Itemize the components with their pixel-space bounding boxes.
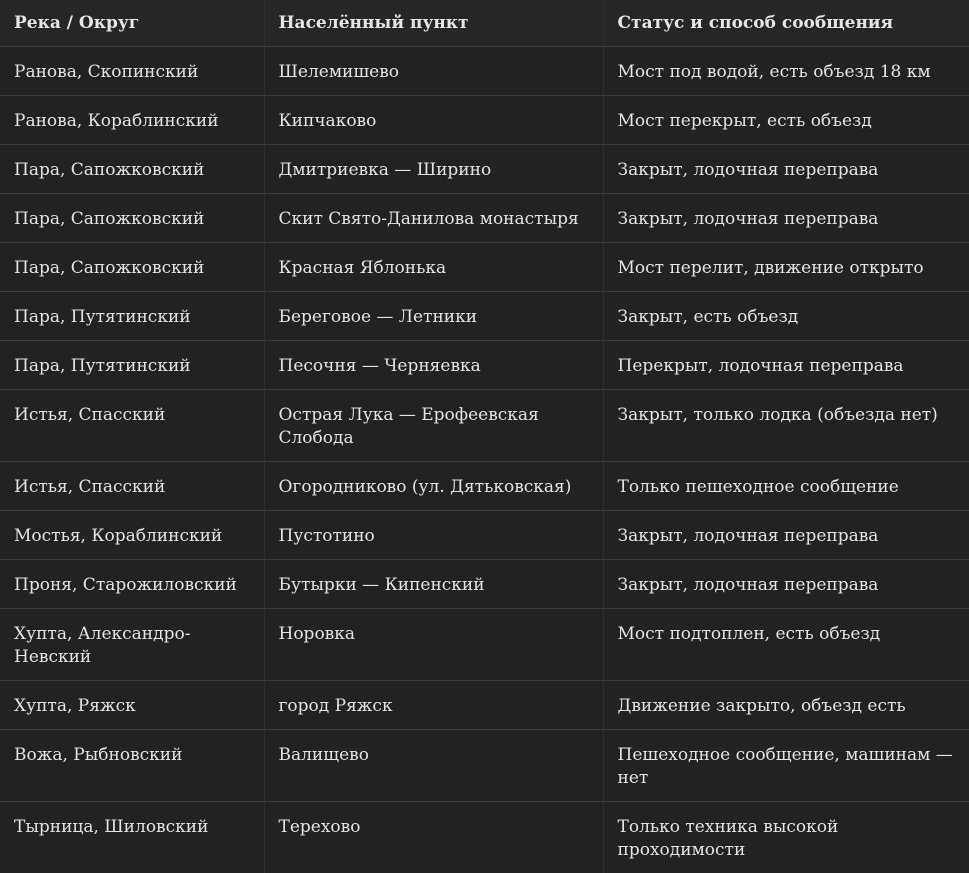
cell-settlement: Песочня — Черняевка <box>264 340 603 389</box>
cell-river-district: Ранова, Скопинский <box>0 46 264 95</box>
cell-river-district: Хупта, Ряжск <box>0 680 264 729</box>
cell-status: Закрыт, лодочная переправа <box>603 144 969 193</box>
cell-river-district: Мостья, Кораблинский <box>0 510 264 559</box>
cell-status: Закрыт, есть объезд <box>603 291 969 340</box>
cell-settlement: Кипчаково <box>264 95 603 144</box>
cell-river-district: Пара, Сапожковский <box>0 242 264 291</box>
cell-settlement: Огородниково (ул. Дятьковская) <box>264 461 603 510</box>
cell-settlement: Терехово <box>264 801 603 873</box>
cell-settlement: город Ряжск <box>264 680 603 729</box>
cell-river-district: Проня, Старожиловский <box>0 559 264 608</box>
header-settlement: Населённый пункт <box>264 0 603 46</box>
cell-status: Мост подтоплен, есть объезд <box>603 608 969 680</box>
cell-river-district: Тырница, Шиловский <box>0 801 264 873</box>
cell-river-district: Истья, Спасский <box>0 389 264 461</box>
cell-status: Пешеходное сообщение, машинам — нет <box>603 729 969 801</box>
cell-settlement: Шелемишево <box>264 46 603 95</box>
table-body <box>0 46 969 873</box>
cell-status: Мост под водой, есть объезд 18 км <box>603 46 969 95</box>
table-row <box>0 193 969 242</box>
cell-settlement: Пустотино <box>264 510 603 559</box>
table-row <box>0 95 969 144</box>
table-row <box>0 144 969 193</box>
cell-status: Закрыт, лодочная переправа <box>603 510 969 559</box>
cell-status: Закрыт, только лодка (объезда нет) <box>603 389 969 461</box>
table-row <box>0 242 969 291</box>
cell-status: Перекрыт, лодочная переправа <box>603 340 969 389</box>
cell-river-district: Пара, Сапожковский <box>0 144 264 193</box>
cell-settlement: Скит Свято-Данилова монастыря <box>264 193 603 242</box>
cell-settlement: Береговое — Летники <box>264 291 603 340</box>
header-status: Статус и способ сообщения <box>603 0 969 46</box>
table-row <box>0 608 969 680</box>
cell-status: Закрыт, лодочная переправа <box>603 559 969 608</box>
table-row <box>0 559 969 608</box>
cell-river-district: Хупта, Александро-Невский <box>0 608 264 680</box>
table-row <box>0 291 969 340</box>
cell-settlement: Острая Лука — Ерофеевская Слобода <box>264 389 603 461</box>
cell-settlement: Дмитриевка — Ширино <box>264 144 603 193</box>
table-row <box>0 510 969 559</box>
cell-status: Мост перекрыт, есть объезд <box>603 95 969 144</box>
cell-settlement: Бутырки — Кипенский <box>264 559 603 608</box>
table-row <box>0 729 969 801</box>
cell-river-district: Пара, Путятинский <box>0 291 264 340</box>
cell-river-district: Ранова, Кораблинский <box>0 95 264 144</box>
cell-river-district: Истья, Спасский <box>0 461 264 510</box>
table-row <box>0 389 969 461</box>
cell-status: Движение закрыто, объезд есть <box>603 680 969 729</box>
cell-river-district: Пара, Путятинский <box>0 340 264 389</box>
cell-settlement: Норовка <box>264 608 603 680</box>
table-row <box>0 340 969 389</box>
cell-status: Мост перелит, движение открыто <box>603 242 969 291</box>
cell-river-district: Вожа, Рыбновский <box>0 729 264 801</box>
header-row <box>0 0 969 46</box>
cell-river-district: Пара, Сапожковский <box>0 193 264 242</box>
cell-status: Закрыт, лодочная переправа <box>603 193 969 242</box>
table-row <box>0 46 969 95</box>
cell-settlement: Красная Яблонька <box>264 242 603 291</box>
table-header <box>0 0 969 46</box>
table-row <box>0 680 969 729</box>
cell-settlement: Валищево <box>264 729 603 801</box>
table-row <box>0 461 969 510</box>
header-river-district: Река / Округ <box>0 0 264 46</box>
cell-status: Только техника высокой проходимости <box>617 816 839 860</box>
table-row <box>0 801 969 873</box>
cell-status: Только пешеходное сообщение <box>603 461 969 510</box>
